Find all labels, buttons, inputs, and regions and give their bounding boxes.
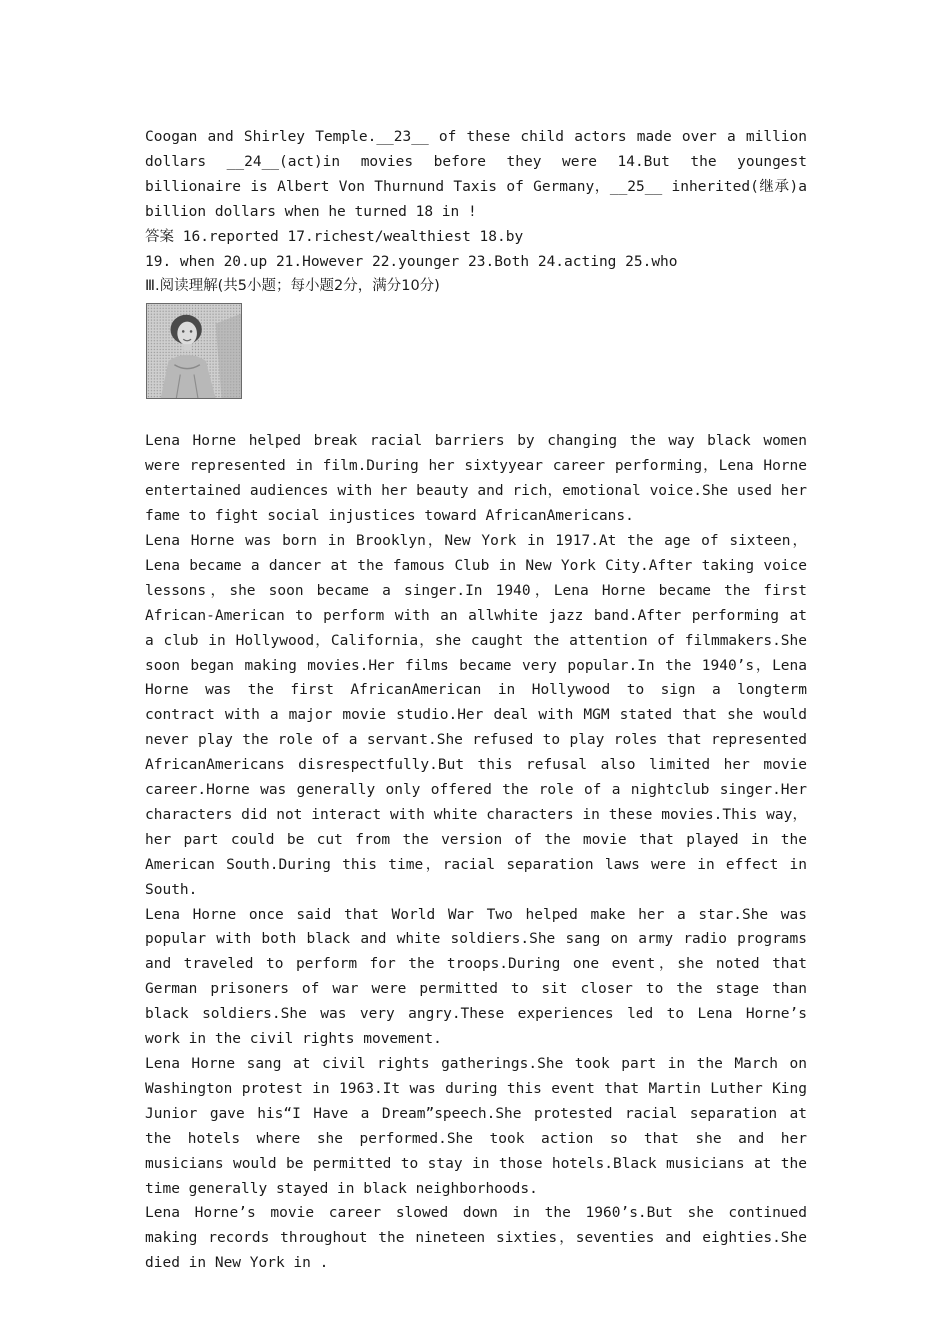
paragraph-5: Lena Horne’s movie career slowed down in the 1960’s.But she continued making records throughout the nineteen sixties，seventies and eighties.She died in New York in . [145,1205,807,1272]
paragraph-2: Lena Horne was born in Brooklyn，New York in 1917.At the age of sixteen，Lena became a dancer at the famous Club in New York City.After taking voice lessons，she soon became a singer.In 1940，Lena Horne became the first African-American to perform with an allwhite jazz band.After performing at a club in Hollywood，California，she caught the attention of filmmakers.She soon began making movies.Her films became very popular.In the 1940’s，Lena Horne was the first AfricanAmerican in Hollywood to sign a longterm contract with a major movie studio.Her deal with MGM stated that she would never play the role of a servant.She refused to play roles that represented AfricanAmericans disrespectfully.But this refusal also limited her movie career.Horne was generally only offered the role of a nightclub singer.Her characters did not interact with white characters in these movies.This way，her part could be cut from the version of the movie that played in the American South.During this time，racial separation laws were in effect in South. [145,532,807,898]
answers-line-1: 答案 16.reported 17.richest/wealthiest 18.by [145,228,524,245]
paragraph-4: Lena Horne sang at civil rights gatherings.She took part in the March on Washington protest in 1963.It was during this event that Martin Luther King Junior gave his“I Have a Dream”speech.She protested racial separation at the hotels where she performed.She took action so that she and her musicians would be permitted to stay in those hotels.Black musicians at the time generally stayed in black neighborhoods. [145,1056,807,1197]
paragraph-3: Lena Horne once said that World War Two helped make her a star.She was popular with both black and white soldiers.She sang on army radio programs and traveled to perform for the troops.During one event，she noted that German prisoners of war were permitted to sit closer to the stage than black soldiers.She was very angry.These experiences led to Lena Horne’s work in the civil rights movement. [145,906,807,1048]
document-page [145,125,807,1276]
section-title: Ⅲ.阅读理解(共5小题；每小题2分，满分10分) [145,278,440,295]
portrait-illustration [147,304,241,398]
paragraph-1: Lena Horne helped break racial barriers by changing the way black women were represented in film.During her sixtyyear career performing，Lena Horne entertained audiences with her beauty and rich，emotional voice.She used her fame to fight social injustices toward AfricanAmericans. [145,433,807,525]
answers-line-2: 19. when 20.up 21.However 22.younger 23.Both 24.acting 25.who [145,253,678,270]
portrait-photo-icon [146,303,242,399]
intro-paragraph: Coogan and Shirley Temple.__23__ of these child actors made over a million dollars __24__(act)in movies before they were 14.But the youngest billionaire is Albert Von Thurnund Taxis of Germany，__25__ inherited(继承)a billion dollars when he turned 18 in ! [145,129,807,220]
